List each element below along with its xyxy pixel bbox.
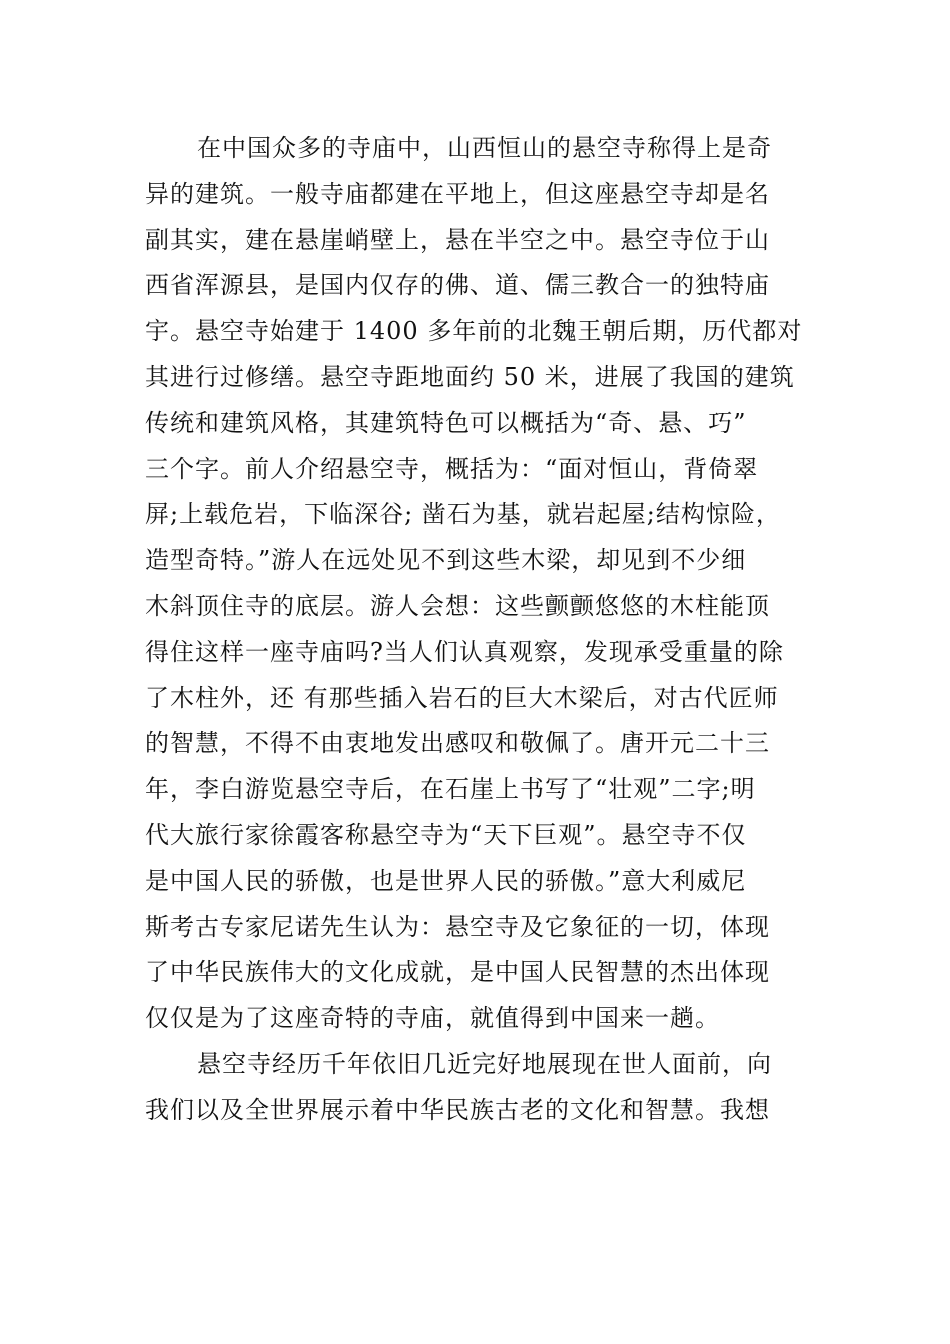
text-line: 其进行过修缮。悬空寺距地面约 50 米，进展了我国的建筑	[145, 362, 795, 391]
text-line: 副其实，建在悬崖峭壁上，悬在半空之中。悬空寺位于山	[145, 225, 770, 254]
paragraph	[145, 126, 810, 1042]
text-line: 木斜顶住寺的底层。游人会想：这些颤颤悠悠的木柱能顶	[145, 591, 770, 620]
text-line: 斯考古专家尼诺先生认为：悬空寺及它象征的一切，体现	[145, 912, 770, 941]
text-line: 西省浑源县，是国内仅存的佛、道、儒三教合一的独特庙	[145, 271, 770, 300]
text-line: 是中国人民的骄傲，也是世界人民的骄傲。”意大利威尼	[145, 866, 747, 895]
text-line: 年，李白游览悬空寺后，在石崖上书写了“壮观”二字;明	[145, 775, 756, 804]
body-text	[145, 126, 810, 1134]
text-line: 传统和建筑风格，其建筑特色可以概括为“奇、悬、巧”	[145, 408, 747, 437]
text-line: 得住这样一座寺庙吗?当人们认真观察，发现承受重量的除	[145, 637, 784, 666]
text-line: 异的建筑。一般寺庙都建在平地上，但这座悬空寺却是名	[145, 179, 770, 208]
paragraph	[145, 1042, 810, 1134]
text-line: 屏;上载危岩，下临深谷; 凿石为基，就岩起屋;结构惊险，	[145, 500, 781, 529]
text-line: 三个字。前人介绍悬空寺，概括为：“面对恒山，背倚翠	[145, 454, 759, 483]
text-line: 造型奇特。”游人在远处见不到这些木梁，却见到不少细	[145, 546, 747, 575]
text-line: 悬空寺经历千年依旧几近完好地展现在世人面前，向	[197, 1049, 772, 1078]
text-line: 了木柱外，还 有那些插入岩石的巨大木梁后，对古代匠师	[145, 683, 779, 712]
text-line: 宇。悬空寺始建于 1400 多年前的北魏王朝后期，历代都对	[145, 317, 803, 346]
text-line: 代大旅行家徐霞客称悬空寺为“天下巨观”。悬空寺不仅	[145, 820, 747, 849]
text-line: 在中国众多的寺庙中，山西恒山的悬空寺称得上是奇	[197, 134, 772, 162]
text-line: 了中华民族伟大的文化成就，是中国人民智慧的杰出体现	[145, 958, 770, 987]
text-line: 仅仅是为了这座奇特的寺庙，就值得到中国来一趟。	[145, 1004, 720, 1033]
text-line: 的智慧，不得不由衷地发出感叹和敬佩了。唐开元二十三	[145, 729, 770, 758]
text-line: 我们以及全世界展示着中华民族古老的文化和智慧。我想	[145, 1095, 770, 1124]
